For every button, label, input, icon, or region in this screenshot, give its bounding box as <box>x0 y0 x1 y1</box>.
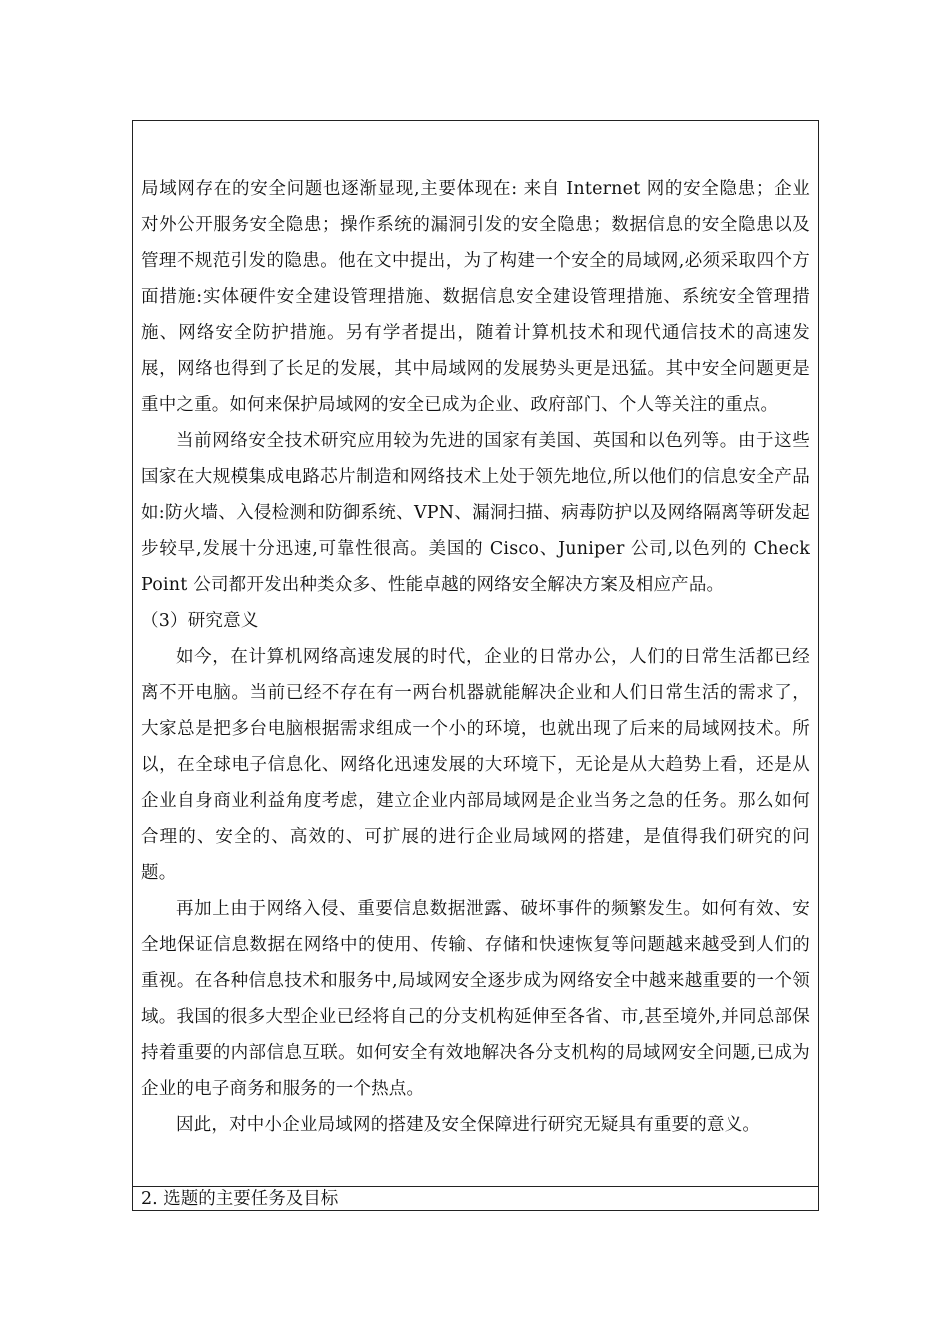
form-table <box>132 120 819 1211</box>
content-cell <box>133 121 819 1187</box>
paragraph-conclusion: 因此，对中小企业局域网的搭建及安全保障进行研究无疑具有重要的意义。 <box>176 1114 761 1135</box>
paragraph-foreign-research: 当前网络安全技术研究应用较为先进的国家有美国、英国和以色列等。由于这些国家在大规模集成电路芯片制造和网络技术上处于领先地位,所以他们的信息安全产品如:防火墙、入侵检测和防御系统、VPN、漏洞扫描、病毒防护以及网络隔离等研发起步较早,发展十分迅速,可靠性很高。美国的 Cisco、Juniper 公司,以色列的 Check Point 公司都开发出种类众多、性能卓越的网络安全解决方案及相应产品。 <box>141 430 810 595</box>
section-heading-research-significance: （3）研究意义 <box>141 610 259 631</box>
paragraph-significance-1: 如今，在计算机网络高速发展的时代，企业的日常办公，人们的日常生活都已经离不开电脑。当前已经不存在有一两台机器就能解决企业和人们日常生活的需求了，大家总是把多台电脑根据需求组成一个小的环境，也就出现了后来的局域网技术。所以，在全球电子信息化、网络化迅速发展的大环境下，无论是从大趋势上看，还是从企业自身商业利益角度考虑，建立企业内部局域网是企业当务之急的任务。那么如何合理的、安全的、高效的、可扩展的进行企业局域网的搭建，是值得我们研究的问题。 <box>141 646 810 883</box>
section-title-main-tasks: 2. 选题的主要任务及目标 <box>141 1189 339 1209</box>
paragraph-lan-security-issues: 局域网存在的安全问题也逐渐显现,主要体现在: 来自 Internet 网的安全隐患；企业对外公开服务安全隐患；操作系统的漏洞引发的安全隐患；数据信息的安全隐患以及管理不规范引发的隐患。他在文中提出，为了构建一个安全的局域网,必须采取四个方面措施:实体硬件安全建设管理措施、数据信息安全建设管理措施、系统安全管理措施、网络安全防护措施。另有学者提出，随着计算机技术和现代通信技术的高速发展，网络也得到了长足的发展，其中局域网的发展势头更是迅猛。其中安全问题更是重中之重。如何来保护局域网的安全已成为企业、政府部门、个人等关注的重点。 <box>141 178 810 415</box>
paragraph-significance-2: 再加上由于网络入侵、重要信息数据泄露、破坏事件的频繁发生。如何有效、安全地保证信息数据在网络中的使用、传输、存储和快速恢复等问题越来越受到人们的重视。在各种信息技术和服务中,局域网安全逐步成为网络安全中越来越重要的一个领域。我国的很多大型企业已经将自己的分支机构延伸至各省、市,甚至境外,并同总部保持着重要的内部信息互联。如何安全有效地解决各分支机构的局域网安全问题,已成为企业的电子商务和服务的一个热点。 <box>141 898 810 1099</box>
section-title-cell <box>133 1187 819 1211</box>
